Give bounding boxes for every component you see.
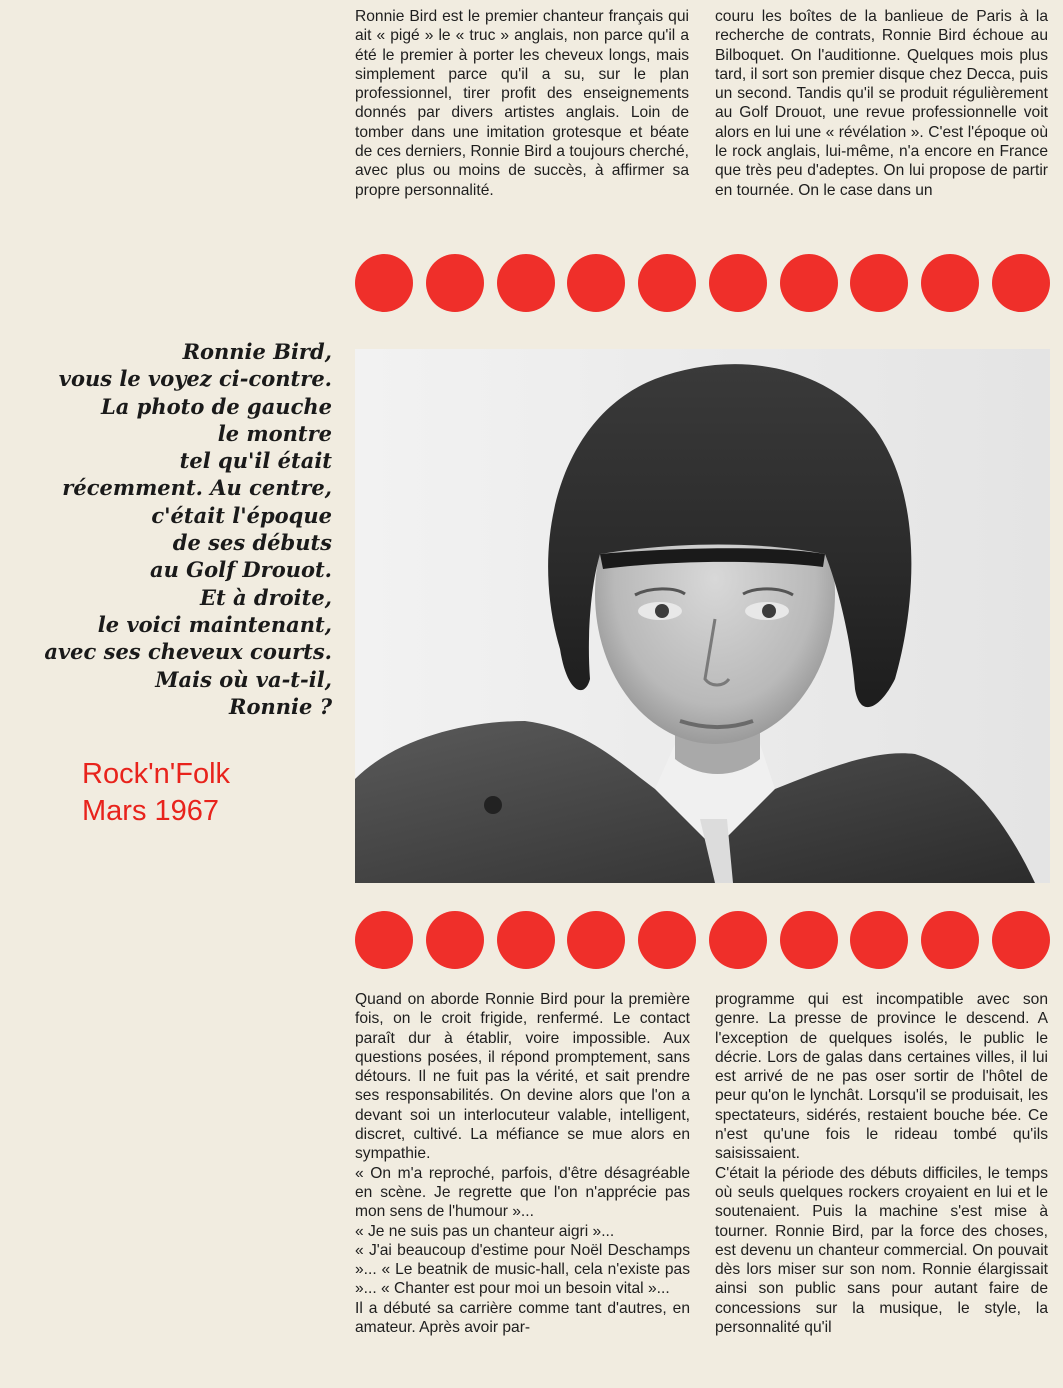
caption-line: au Golf Drouot. [149, 557, 332, 583]
red-dot [992, 911, 1050, 969]
caption-line: le voici maintenant, [97, 611, 332, 637]
caption-line: de ses débuts [172, 530, 332, 556]
faded-header-bleed [60, 0, 320, 26]
portrait-photo [355, 349, 1050, 883]
red-dot [426, 254, 484, 312]
caption-line: Mais où va-t-il, [155, 666, 332, 692]
red-dot [780, 911, 838, 969]
red-dot [992, 254, 1050, 312]
caption-line: Ronnie Bird, [182, 339, 332, 364]
article-paragraph: programme qui est incompatible avec son genre. La presse de province le descend. A l'exception de quelques isolés, le public le décrie. Lors de galas dans certaines villes, il lui est arrivé de ne pas oser sortir de l'hôtel de peur qu'on le lynchât. Lorsqu'il se produisait, les spectateurs, sidérés, restaient bouche bée. Ce n'est qu'une fois le rideau tombé qu'ils saisissaient. [715, 991, 1048, 1163]
red-dot [709, 911, 767, 969]
caption-line: le montre [217, 420, 332, 446]
red-dot [709, 254, 767, 312]
article-paragraph: couru les boîtes de la banlieue de Paris à la recherche de contrats, Ronnie Bird échoue au Bilboquet. On l'auditionne. Quelques mois plus tard, il sort son premier disque chez Decca, puis un second. Tandis qu'il se produit régulièrement au Golf Drouot, une revue professionnelle voit alors en lui une « révélation ». C'est l'époque où le rock anglais, lui-même, n'a encore en France que très peu d'adeptes. On lui propose de partir en tournée. On le case dans un [715, 8, 1048, 199]
article-column-bottom-left [355, 990, 690, 1337]
article-paragraph: Quand on aborde Ronnie Bird pour la première fois, on le croit frigide, renfermé. Le contact paraît dur à établir, voire impossible. Aux questions posées, il répond promptement, sans détours. Il ne fuit pas la vérité, et sait prendre ses responsabilités. On devine alors que l'on a devant soi un interlocuteur valable, intelligent, discret, cultivé. La méfiance se mue alors en sympathie. [355, 991, 690, 1163]
red-dot [567, 911, 625, 969]
caption-line: La photo de gauche [101, 393, 332, 419]
article-column-bottom-right [715, 990, 1048, 1337]
photo-caption [10, 338, 332, 720]
red-dot [921, 911, 979, 969]
caption-line: vous le voyez ci-contre. [58, 366, 332, 392]
red-dot-row-top [355, 254, 1050, 312]
red-dot [497, 911, 555, 969]
red-dot [355, 254, 413, 312]
red-dot [567, 254, 625, 312]
article-column-top-right [715, 7, 1048, 200]
caption-line: Ronnie ? [229, 693, 332, 719]
article-paragraph: « J'ai beaucoup d'estime pour Noël Deschamps »... « Le beatnik de music-hall, cela n'existe pas »... « Chanter est pour moi un besoin vital »... [355, 1241, 690, 1298]
article-paragraph: « On m'a reproché, parfois, d'être désagréable en scène. Je regrette que l'on n'apprécie pas mon sens de l'humour »... [355, 1164, 690, 1221]
red-dot [780, 254, 838, 312]
red-dot [355, 911, 413, 969]
caption-line: Et à droite, [199, 584, 332, 610]
credit-magazine: Rock'n'Folk [82, 758, 231, 790]
red-dot [497, 254, 555, 312]
caption-line: avec ses cheveux courts. [44, 639, 332, 665]
article-paragraph: C'était la période des débuts difficiles, le temps où seuls quelques rockers croyaient en lui et le soutenaient. Puis la machine s'est mise à tourner. Ronnie Bird, par la force des choses, est devenu un chanteur commercial. On pouvait dès lors miser sur son nom. Ronnie élargissait ainsi son public sans pour autant faire de concessions sur la musique, le style, la personnalité qu'il [715, 1164, 1048, 1337]
red-dot [426, 911, 484, 969]
article-paragraph: Ronnie Bird est le premier chanteur français qui ait « pigé » le « truc » anglais, non parce qu'il a été le premier à porter les cheveux longs, mais simplement parce qu'il a su, sur le plan professionnel, tirer profit des enseignements donnés par divers artistes anglais. Loin de tomber dans une imitation grotesque et béate de ces derniers, Ronnie Bird a toujours cherché, avec plus ou moins de succès, à affirmer sa propre personnalité. [355, 8, 689, 199]
caption-line: récemment. Au centre, [62, 475, 332, 501]
caption-line: tel qu'il était [179, 448, 332, 474]
red-dot [638, 911, 696, 969]
red-dot [921, 254, 979, 312]
caption-line: c'était l'époque [151, 502, 332, 528]
red-dot [638, 254, 696, 312]
article-paragraph: Il a débuté sa carrière comme tant d'autres, en amateur. Après avoir par- [355, 1299, 690, 1337]
portrait-illustration [355, 349, 1050, 883]
article-paragraph: « Je ne suis pas un chanteur aigri »... [355, 1222, 615, 1240]
source-credit [82, 756, 322, 830]
credit-date: Mars 1967 [82, 795, 220, 827]
red-dot [850, 911, 908, 969]
article-column-top-left [355, 7, 689, 200]
red-dot [850, 254, 908, 312]
red-dot-row-bottom [355, 911, 1050, 969]
